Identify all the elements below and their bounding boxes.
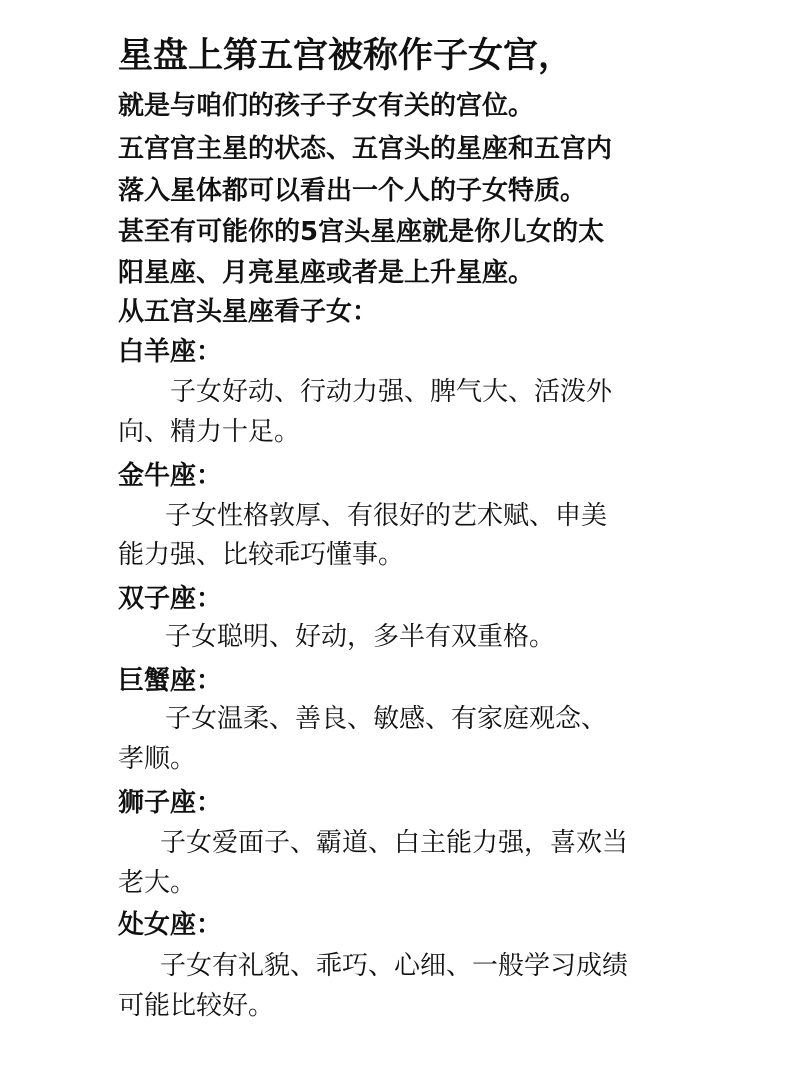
sign-desc-line: 子女有礼貌、乖巧、心细、一般学习成绩: [160, 951, 629, 981]
sign-name-virgo: 处女座：: [118, 910, 223, 940]
page-title: 星盘上第五宫被称作子女宫，: [118, 36, 574, 76]
sign-desc-line: 孝顺。: [118, 744, 197, 774]
sign-desc-line: 子女爱面子、霸道、白主能力强，喜欢当: [160, 828, 629, 858]
sign-name-gemini: 双子座：: [118, 584, 223, 614]
sign-desc-line: 可能比较好。: [118, 991, 275, 1021]
sign-name-cancer: 巨蟹座：: [118, 666, 223, 696]
intro-line: 五宫宫主星的状态、五宫头的星座和五宫内: [118, 134, 613, 164]
sign-desc-line: 老大。: [118, 868, 197, 898]
intro-line: 阳星座、月亮星座或者是上升星座。: [118, 258, 535, 288]
sign-desc-line: 子女性格敦厚、有很好的艺术赋、申美: [165, 501, 608, 531]
sign-desc-line: 向、精力十足。: [118, 417, 301, 447]
sign-name-taurus: 金牛座：: [118, 461, 223, 491]
sign-desc-line: 能力强、比较乖巧懂事。: [118, 540, 405, 570]
sign-desc-line: 子女好动、行动力强、脾气大、活泼外: [170, 377, 613, 407]
intro-line: 甚至有可能你的5宫头星座就是你儿女的太: [118, 217, 605, 247]
intro-line: 就是与咱们的孩子子女有关的宫位。: [118, 91, 535, 121]
sign-desc-line: 子女聪明、好动，多半有双重格。: [165, 622, 556, 652]
sign-desc-line: 子女温柔、善良、敏感、有家庭观念、: [165, 704, 608, 734]
section-heading: 从五宫头星座看子女：: [118, 297, 379, 327]
sign-name-leo: 狮子座：: [118, 788, 223, 818]
sign-name-aries: 白羊座：: [118, 337, 223, 367]
intro-line: 落入星体都可以看出一个人的子女特质。: [118, 176, 587, 206]
